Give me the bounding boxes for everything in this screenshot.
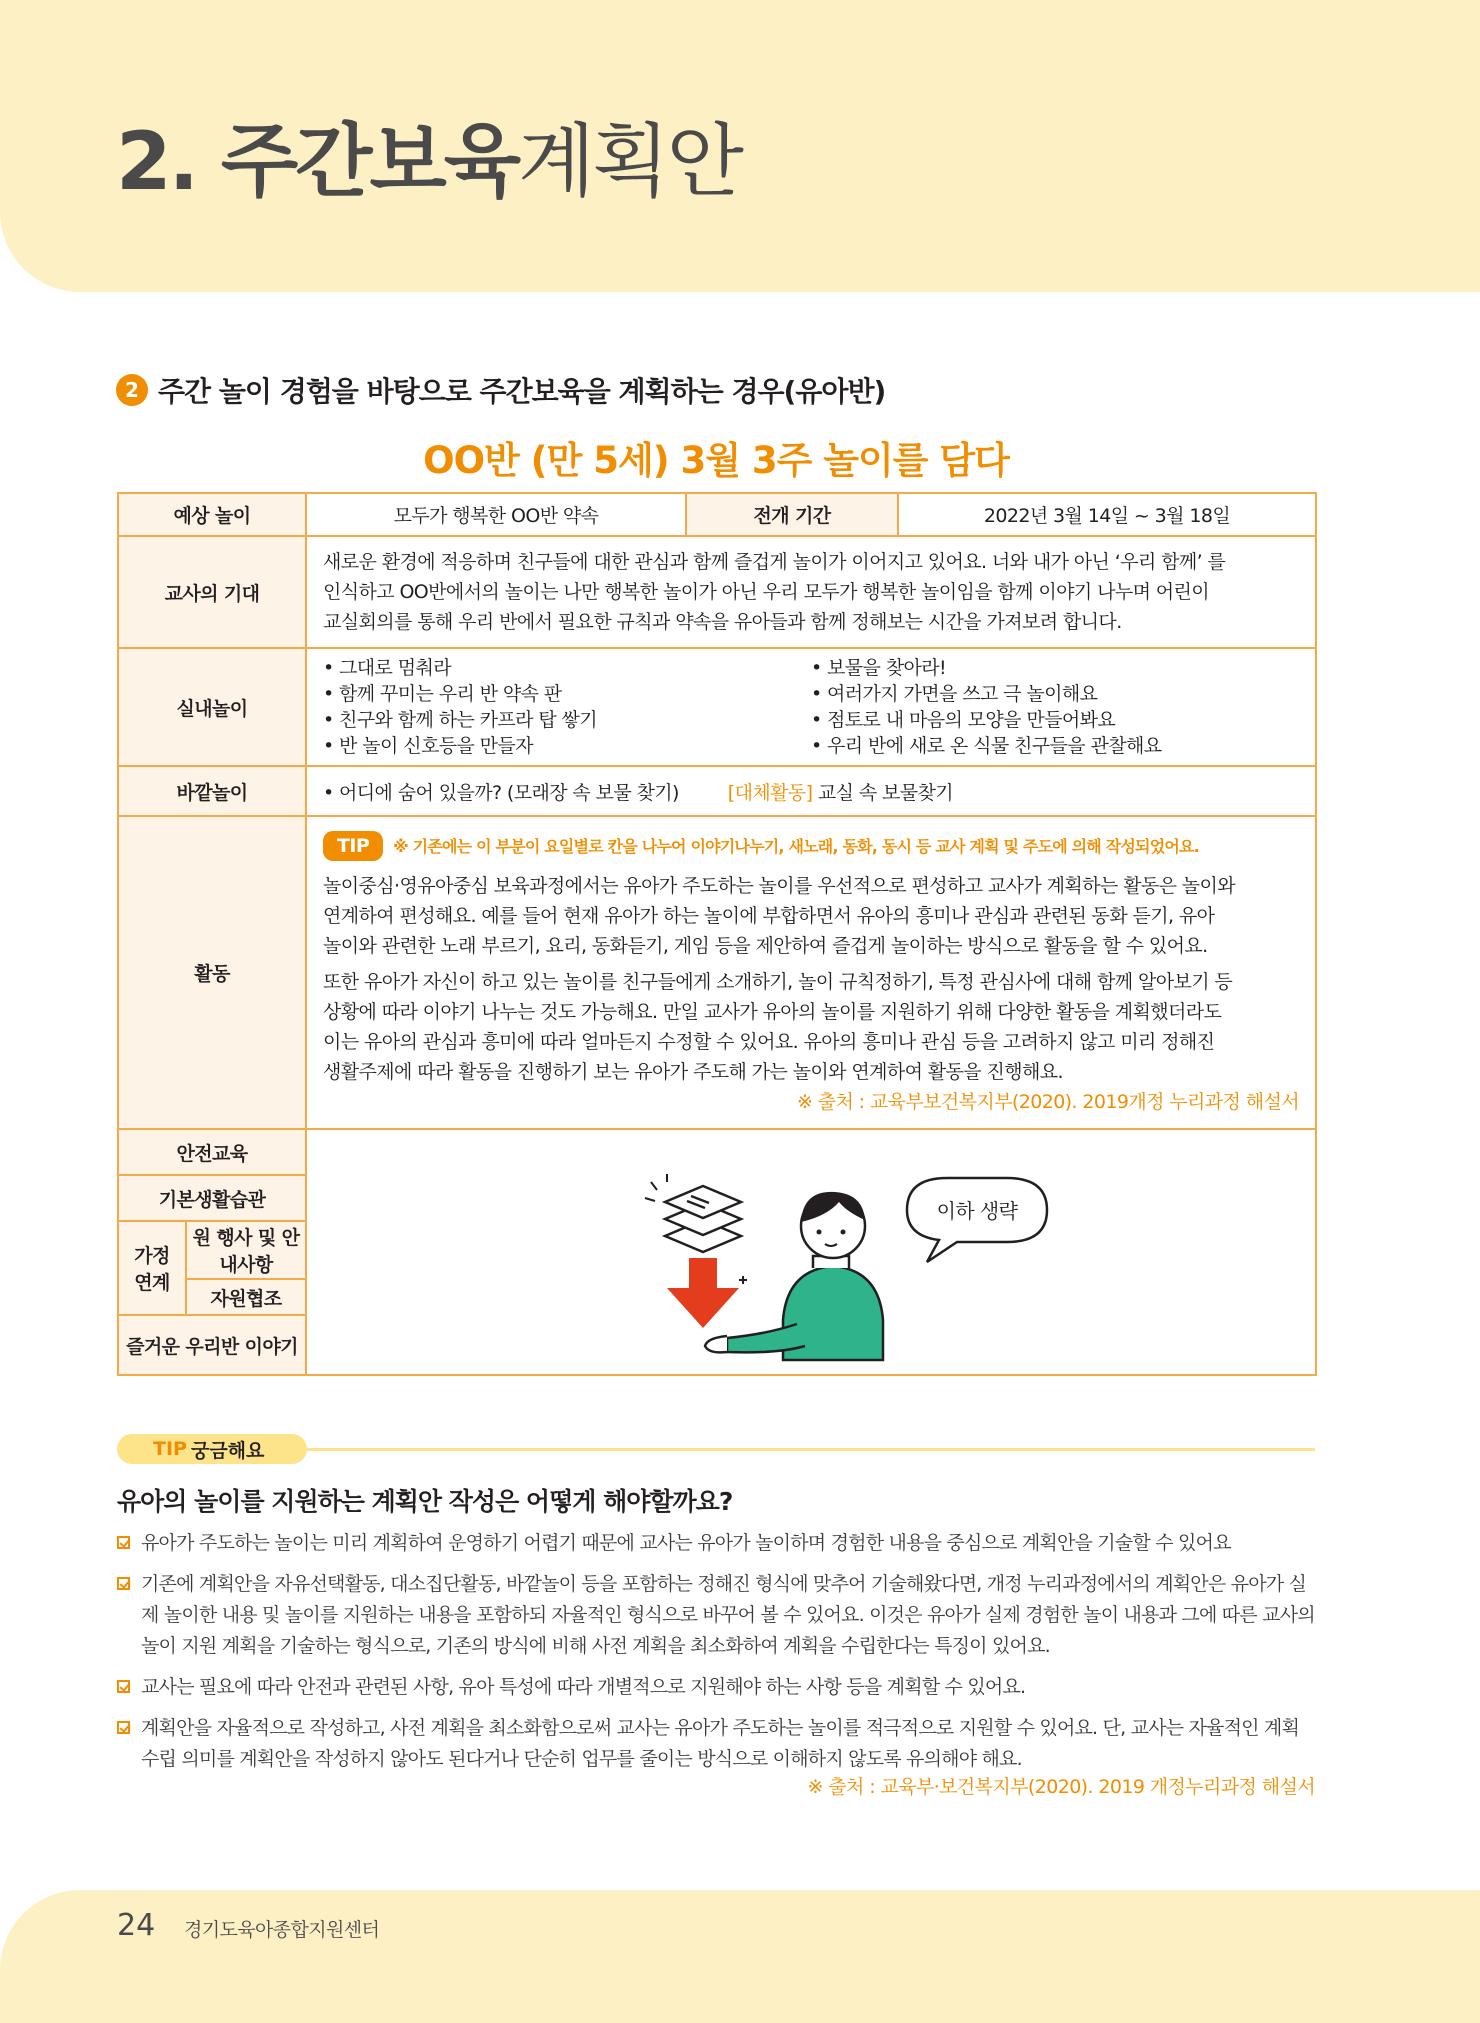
activity-cell [306,816,1316,1129]
outdoor-play-cell [306,766,1316,816]
period-value: 2022년 3월 14일 ~ 3월 18일 [898,493,1316,536]
tip-faq-rule [307,1448,1315,1451]
activity-paragraph-1: 놀이중심·영유아중심 보육과정에서는 유아가 주도하는 놀이를 우선적으로 편성하고 교사가 계획하는 활동은 놀이와 연계하여 편성해요. 예를 들어 현재 유아가 하는 놀이에 부합하면서 유아의 흥미나 관심과 관련된 동화 듣기, 유아 놀이와 관련한 노래 부르기, 요리, 동화듣기, 게임 등을 제안하여 즐겁게 놀이하는 방식으로 활동을 할 수 있어요. [323,874,1236,957]
indoor-list-right [811,655,1299,759]
class-story-label: 즐거운 우리반 이야기 [118,1315,306,1375]
list-item: • 우리 반에 새로 온 식물 친구들을 관찰해요 [811,733,1299,759]
down-arrow-icon [667,1258,739,1328]
teacher-expectation-label: 교사의 기대 [118,536,306,648]
speech-bubble [907,1178,1047,1262]
alternative-activity-text: 교실 속 보물찾기 [817,781,954,804]
indoor-play-label: 실내놀이 [118,648,306,766]
page-title-bold: 2. 주간보육 [116,115,519,208]
faq-checklist [117,1528,1317,1785]
expected-play-value: 모두가 행복한 OO반 약속 [306,493,686,536]
checkbox-icon [117,1577,130,1590]
check-item: 교사는 필요에 따라 안전과 관련된 사항, 유아 특성에 따라 개별적으로 지원해야 하는 사항 등을 계획할 수 있어요. [117,1672,1317,1703]
teacher-expectation-line: 새로운 환경에 적응하며 친구들에 대한 관심과 함께 즐겁게 놀이가 이어지고 있어요. 너와 내가 아닌 ‘우리 함께’ 를 [323,551,1226,573]
tip-faq-header [117,1434,1315,1466]
list-item: • 그대로 멈춰라 [323,655,811,681]
list-item: • 함께 꾸미는 우리 반 약속 판 [323,681,811,707]
outdoor-play-label: 바깥놀이 [118,766,306,816]
section-heading-text: 주간 놀이 경험을 바탕으로 주간보육을 계획하는 경우(유아반) [158,375,886,408]
footer-band [0,1890,1480,2023]
section-number-badge: 2 [116,374,148,406]
list-item: • 점토로 내 마음의 모양을 만들어봐요 [811,707,1299,733]
safety-education-label: 안전교육 [118,1129,306,1175]
page-title-light: 계획안 [518,115,741,208]
plan-title: OO반 (만 5세) 3월 3주 놀이를 담다 [423,439,1009,482]
stacked-papers-icon [665,1186,741,1252]
page-number: 24 [117,1908,156,1943]
activity-paragraph-2: 또한 유아가 자신이 하고 있는 놀이를 친구들에게 소개하기, 놀이 규칙정하기, 특정 관심사에 대해 함께 알아보기 등 상황에 따라 이야기 나누는 것도 가능해요. 만일 교사가 유아의 놀이를 지원하기 위해 다양한 활동을 계획했더라도 이는 유아의 관심과 흥미에 따라 얼마든지 수정할 수 있어요. 유아의 흥미나 관심 등을 고려하지 않고 미리 정해진 생활주제에 따라 활동을 진행하기 보는 유아가 주도해 가는 놀이와 연계하여 활동을 진행해요. [323,970,1233,1083]
basic-habits-label: 기본생활습관 [118,1175,306,1221]
checkbox-icon [117,1536,130,1549]
check-item: 계획안을 자율적으로 작성하고, 사전 계획을 최소화함으로써 교사는 유아가 주도하는 놀이를 적극적으로 지원할 수 있어요. 단, 교사는 자율적인 계획 수립 의미를 계획안을 작성하지 않아도 된다거나 단순히 업무를 줄이는 방식으로 이해하지 않도록 유의해야 해요. [117,1713,1317,1775]
section-heading [116,368,885,412]
omitted-illustration [627,1170,1187,1380]
tip-badge: TIP [323,831,383,861]
weekly-plan-table [117,492,1317,1376]
speech-bubble-text: 이하 생략 [936,1199,1018,1223]
activity-label: 활동 [118,816,306,1129]
check-item: 유아가 주도하는 놀이는 미리 계획하여 운영하기 어렵기 때문에 교사는 유아가 놀이하며 경험한 내용을 중심으로 계획안을 기술할 수 있어요 [117,1528,1317,1559]
alternative-activity-tag: [대체활동] [727,781,813,804]
activity-source: ※ 출처 : 교육부보건복지부(2020). 2019개정 누리과정 해설서 [796,1090,1299,1113]
teacher-expectation-line: 교실회의를 통해 우리 반에서 필요한 규칙과 약속을 유아들과 함께 정해보는 시간을 가져보려 합니다. [323,611,1122,633]
checkbox-icon [117,1680,130,1693]
list-item: • 보물을 찾아라! [811,655,1299,681]
teacher-expectation-cell [306,536,1316,648]
faq-source: ※ 출처 : 교육부·보건복지부(2020). 2019 개정누리과정 해설서 [807,1776,1315,1798]
checkbox-icon [117,1721,130,1734]
check-item: 기존에 계획안을 자유선택활동, 대소집단활동, 바깥놀이 등을 포함하는 정해진 형식에 맞추어 기술해왔다면, 개정 누리과정에서의 계획안은 유아가 실제 놀이한 내용 및 놀이를 지원하는 내용을 포함하되 자율적인 형식으로 바꾸어 볼 수 있어요. 이것은 유아가 실제 경험한 놀이 내용과 그에 따른 교사의 놀이 지원 계획을 기술하는 형식으로, 기존의 방식에 비해 사전 계획을 최소화하여 계획을 수립한다는 특징이 있어요. [117,1569,1317,1662]
faq-question: 유아의 놀이를 지원하는 계획안 작성은 어떻게 해야할까요? [117,1487,733,1516]
list-item: • 여러가지 가면을 쓰고 극 놀이해요 [811,681,1299,707]
page-title [116,112,741,212]
organization-name: 경기도육아종합지원센터 [184,1919,380,1941]
tip-text: ※ 기존에는 이 부분이 요일별로 칸을 나누어 이야기나누기, 새노래, 동화, 동시 등 교사 계획 및 주도에 의해 작성되었어요. [393,837,1199,856]
omitted-illustration-cell [306,1129,1316,1375]
indoor-list-left [323,655,811,759]
home-connection-label: 가정 연계 [118,1221,186,1315]
tip-faq-badge: TIP 궁금해요 [117,1434,307,1464]
events-notice-label: 원 행사 및 안내사항 [186,1221,306,1279]
period-label: 전개 기간 [686,493,898,536]
tip-line [323,831,1299,861]
indoor-play-cell [306,648,1316,766]
expected-play-label: 예상 놀이 [118,493,306,536]
outdoor-play-text: • 어디에 숨어 있을까? (모래장 속 보물 찾기) [323,781,679,804]
resource-cooperation-label: 자원협조 [186,1279,306,1315]
list-item: • 반 놀이 신호등을 만들자 [323,733,811,759]
teacher-expectation-line: 인식하고 OO반에서의 놀이는 나만 행복한 놀이가 아닌 우리 모두가 행복한 놀이임을 함께 이야기 나누며 어린이 [323,581,1210,603]
list-item: • 친구와 함께 하는 카프라 탑 쌓기 [323,707,811,733]
